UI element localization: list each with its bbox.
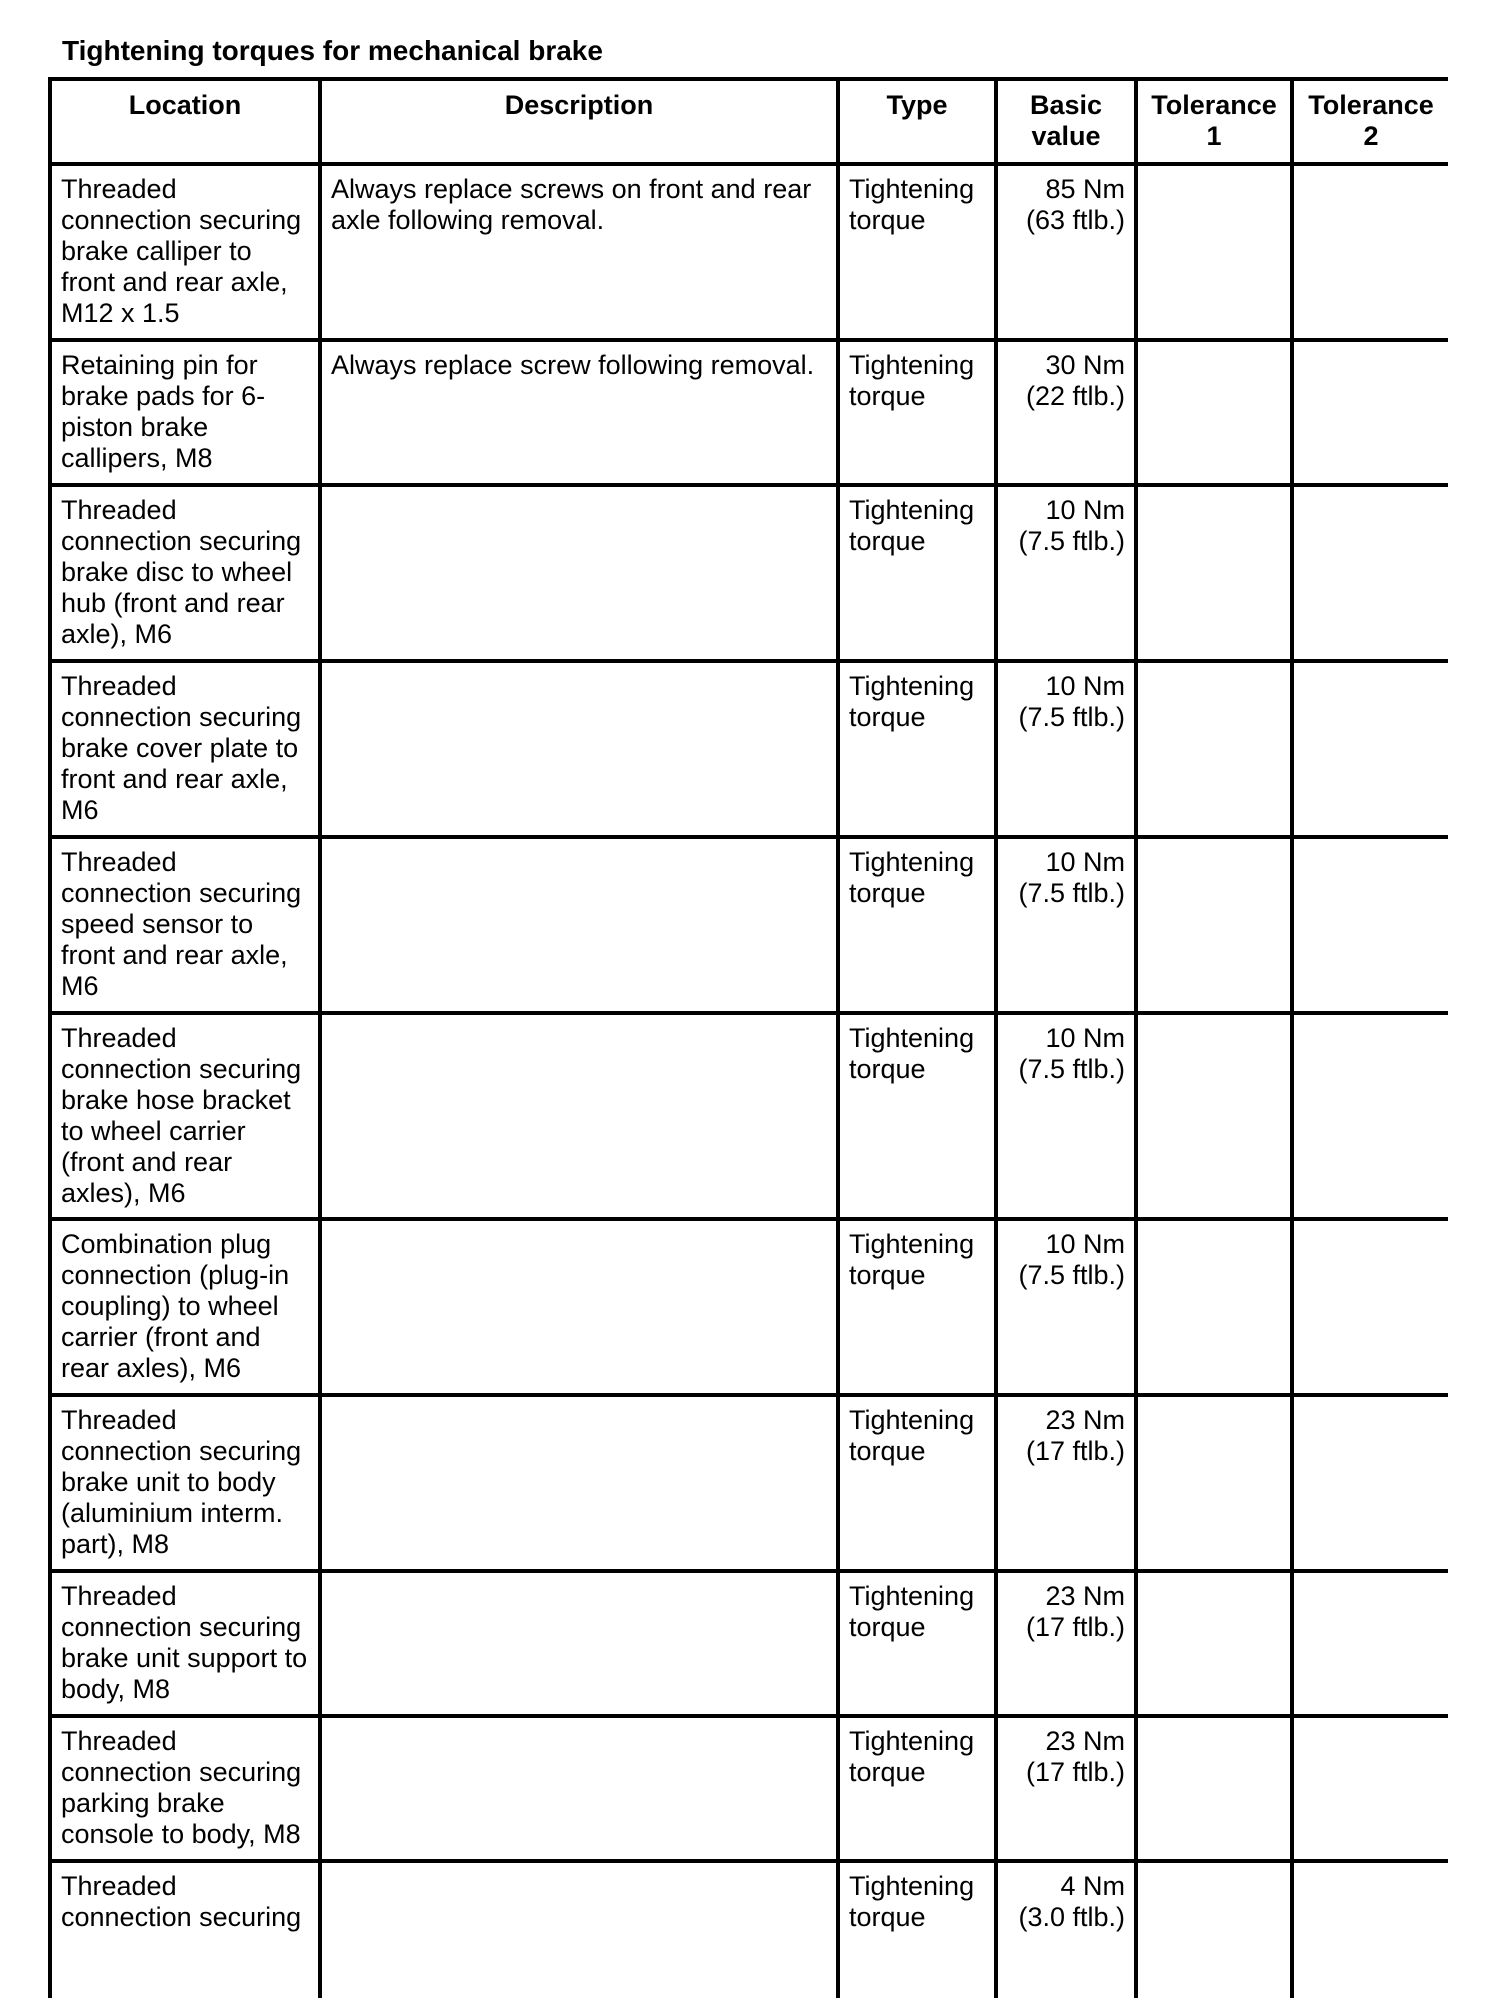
cell-location: Threaded connection securing	[50, 1861, 320, 1998]
cell-description: Always replace screw following removal.	[320, 340, 838, 485]
cell-location: Retaining pin for brake pads for 6-piston brake callipers, M8	[50, 340, 320, 485]
cell-type: Tightening torque	[838, 1571, 996, 1716]
cell-tolerance-2	[1292, 1219, 1448, 1395]
cell-location: Threaded connection securing brake calliper to front and rear axle, M12 x 1.5	[50, 164, 320, 340]
cell-description	[320, 1219, 838, 1395]
table-row	[50, 1013, 1448, 1219]
cell-type: Tightening torque	[838, 1219, 996, 1395]
cell-description	[320, 1395, 838, 1571]
cell-type: Tightening torque	[838, 661, 996, 837]
cell-location: Threaded connection securing brake cover plate to front and rear axle, M6	[50, 661, 320, 837]
cell-description	[320, 1571, 838, 1716]
table-row	[50, 1219, 1448, 1395]
cell-basic-value: 23 Nm (17 ftlb.)	[996, 1395, 1136, 1571]
column-header-location: Location	[50, 79, 320, 164]
cell-basic-value: 4 Nm (3.0 ftlb.)	[996, 1861, 1136, 1998]
column-header-type: Type	[838, 79, 996, 164]
page-title: Tightening torques for mechanical brake	[62, 35, 603, 66]
cell-type: Tightening torque	[838, 1861, 996, 1998]
cell-location: Combination plug connection (plug-in coupling) to wheel carrier (front and rear axles), M6	[50, 1219, 320, 1395]
cell-type: Tightening torque	[838, 1395, 996, 1571]
cell-description	[320, 1861, 838, 1998]
cell-tolerance-2	[1292, 1716, 1448, 1861]
cell-basic-value: 30 Nm (22 ftlb.)	[996, 340, 1136, 485]
cell-basic-value: 10 Nm (7.5 ftlb.)	[996, 1219, 1136, 1395]
cell-location: Threaded connection securing brake unit to body (aluminium interm. part), M8	[50, 1395, 320, 1571]
column-header-description: Description	[320, 79, 838, 164]
cell-description	[320, 661, 838, 837]
cell-type: Tightening torque	[838, 1716, 996, 1861]
cell-tolerance-1	[1136, 485, 1292, 661]
cell-location: Threaded connection securing brake unit support to body, M8	[50, 1571, 320, 1716]
table-row	[50, 485, 1448, 661]
table-row	[50, 340, 1448, 485]
table-row	[50, 1861, 1448, 1998]
column-header-basic-value: Basic value	[996, 79, 1136, 164]
torque-table	[48, 77, 1448, 1998]
cell-tolerance-1	[1136, 1571, 1292, 1716]
table-row	[50, 1395, 1448, 1571]
cell-basic-value: 23 Nm (17 ftlb.)	[996, 1571, 1136, 1716]
cell-description	[320, 1013, 838, 1219]
cell-tolerance-1	[1136, 1219, 1292, 1395]
cell-tolerance-1	[1136, 164, 1292, 340]
cell-tolerance-1	[1136, 661, 1292, 837]
column-header-tolerance-1: Tolerance 1	[1136, 79, 1292, 164]
cell-tolerance-1	[1136, 1013, 1292, 1219]
cell-location: Threaded connection securing brake hose bracket to wheel carrier (front and rear axles), M6	[50, 1013, 320, 1219]
cell-basic-value: 10 Nm (7.5 ftlb.)	[996, 485, 1136, 661]
cell-tolerance-2	[1292, 164, 1448, 340]
cell-basic-value: 23 Nm (17 ftlb.)	[996, 1716, 1136, 1861]
cell-tolerance-1	[1136, 1716, 1292, 1861]
cell-description	[320, 485, 838, 661]
cell-tolerance-2	[1292, 661, 1448, 837]
cell-tolerance-1	[1136, 1861, 1292, 1998]
cell-tolerance-2	[1292, 837, 1448, 1013]
cell-description	[320, 1716, 838, 1861]
cell-tolerance-1	[1136, 837, 1292, 1013]
cell-tolerance-2	[1292, 1395, 1448, 1571]
cell-type: Tightening torque	[838, 485, 996, 661]
table-row	[50, 837, 1448, 1013]
table-row	[50, 1716, 1448, 1861]
table-row	[50, 164, 1448, 340]
cell-tolerance-2	[1292, 1861, 1448, 1998]
cell-type: Tightening torque	[838, 1013, 996, 1219]
cell-basic-value: 10 Nm (7.5 ftlb.)	[996, 661, 1136, 837]
cell-basic-value: 10 Nm (7.5 ftlb.)	[996, 1013, 1136, 1219]
cell-type: Tightening torque	[838, 340, 996, 485]
cell-tolerance-2	[1292, 340, 1448, 485]
cell-tolerance-1	[1136, 1395, 1292, 1571]
table-row	[50, 661, 1448, 837]
cell-description	[320, 837, 838, 1013]
cell-tolerance-1	[1136, 340, 1292, 485]
cell-basic-value: 85 Nm (63 ftlb.)	[996, 164, 1136, 340]
cell-tolerance-2	[1292, 1013, 1448, 1219]
cell-location: Threaded connection securing parking brake console to body, M8	[50, 1716, 320, 1861]
cell-basic-value: 10 Nm (7.5 ftlb.)	[996, 837, 1136, 1013]
cell-type: Tightening torque	[838, 837, 996, 1013]
cell-tolerance-2	[1292, 1571, 1448, 1716]
table-header-row	[50, 79, 1448, 164]
table-container	[48, 77, 1448, 1998]
table-row	[50, 1571, 1448, 1716]
cell-location: Threaded connection securing brake disc to wheel hub (front and rear axle), M6	[50, 485, 320, 661]
cell-tolerance-2	[1292, 485, 1448, 661]
column-header-tolerance-2: Tolerance 2	[1292, 79, 1448, 164]
cell-description: Always replace screws on front and rear axle following removal.	[320, 164, 838, 340]
cell-location: Threaded connection securing speed sensor to front and rear axle, M6	[50, 837, 320, 1013]
cell-type: Tightening torque	[838, 164, 996, 340]
